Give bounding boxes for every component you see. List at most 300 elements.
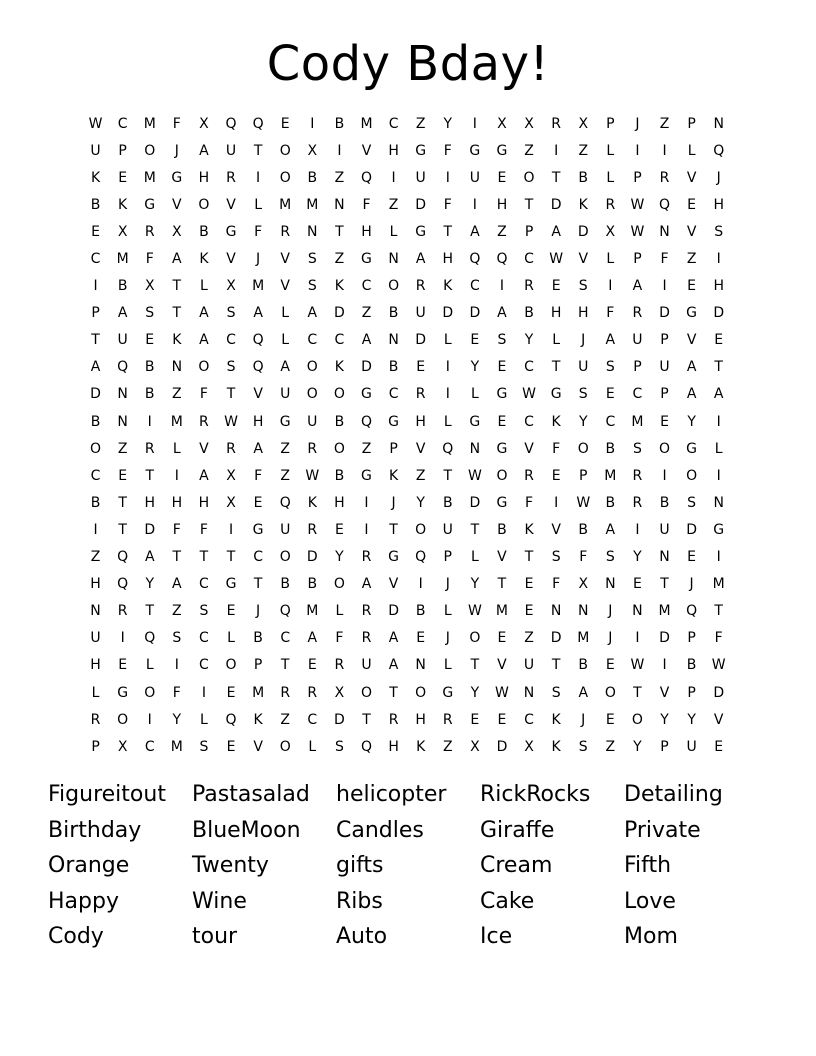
- grid-letter: L: [470, 549, 479, 566]
- grid-letter: S: [605, 359, 615, 376]
- grid-letter: J: [635, 115, 640, 132]
- grid-letter: R: [632, 494, 643, 511]
- word-list-item: Twenty: [192, 853, 269, 878]
- grid-letter: Q: [225, 115, 237, 132]
- grid-letter: R: [199, 413, 209, 430]
- grid-letter: W: [630, 223, 645, 240]
- grid-letter: I: [554, 142, 559, 159]
- grid-letter: Z: [659, 115, 670, 132]
- grid-letter: V: [551, 521, 561, 538]
- grid-letter: J: [256, 251, 261, 268]
- grid-letter: V: [199, 440, 209, 457]
- grid-letter: T: [335, 223, 344, 240]
- grid-letter: R: [415, 386, 426, 403]
- grid-letter: J: [689, 576, 694, 593]
- grid-letter: I: [364, 521, 369, 538]
- grid-letter: A: [470, 223, 480, 240]
- grid-letter: C: [199, 630, 209, 647]
- grid-letter: W: [305, 467, 320, 484]
- grid-letter: V: [226, 251, 236, 268]
- grid-letter: W: [495, 684, 509, 701]
- grid-letter: E: [416, 630, 426, 647]
- grid-letter: Z: [497, 223, 507, 240]
- grid-letter: Z: [361, 440, 372, 457]
- grid-letter: X: [578, 115, 589, 132]
- grid-letter: H: [144, 494, 155, 511]
- grid-letter: N: [713, 115, 724, 132]
- grid-letter: G: [415, 223, 427, 240]
- grid-letter: V: [172, 196, 182, 213]
- grid-letter: D: [334, 711, 345, 728]
- grid-letter: O: [523, 169, 535, 186]
- grid-letter: C: [388, 386, 399, 403]
- grid-letter: Y: [416, 494, 425, 511]
- grid-letter: R: [632, 467, 643, 484]
- grid-letter: O: [496, 467, 508, 484]
- grid-letter: R: [307, 440, 318, 457]
- grid-letter: X: [117, 738, 128, 755]
- grid-letter: Q: [442, 440, 454, 457]
- grid-letter: H: [577, 305, 589, 322]
- grid-letter: H: [334, 494, 345, 511]
- grid-letter: G: [361, 251, 372, 268]
- grid-letter: T: [172, 278, 182, 295]
- word-list-item: Happy: [48, 888, 119, 914]
- grid-letter: K: [307, 494, 317, 511]
- grid-letter: F: [172, 684, 181, 701]
- grid-letter: E: [497, 630, 507, 647]
- grid-letter: M: [279, 196, 292, 213]
- grid-letter: T: [714, 603, 723, 620]
- grid-letter: A: [686, 386, 697, 403]
- grid-letter: Y: [524, 332, 534, 349]
- grid-letter: K: [551, 738, 561, 755]
- grid-letter: E: [687, 549, 697, 566]
- grid-letter: C: [307, 711, 318, 728]
- grid-letter: B: [605, 494, 616, 511]
- grid-letter: O: [388, 278, 400, 295]
- grid-letter: T: [362, 711, 371, 728]
- grid-letter: S: [307, 278, 317, 295]
- word-list-item: helicopter: [336, 782, 447, 807]
- word-list-item: Mom: [624, 924, 678, 949]
- grid-letter: D: [550, 196, 562, 213]
- grid-letter: F: [552, 576, 561, 593]
- grid-letter: L: [470, 386, 479, 403]
- grid-row: [82, 435, 732, 462]
- word-list-item: Pastasalad: [192, 782, 310, 807]
- grid-letter: H: [415, 711, 426, 728]
- grid-letter: G: [713, 521, 725, 538]
- grid-letter: Q: [496, 251, 508, 268]
- word-list-item: tour: [192, 924, 238, 949]
- grid-letter: N: [550, 603, 562, 620]
- grid-letter: L: [714, 440, 723, 457]
- grid-letter: L: [281, 332, 290, 349]
- word-list: [48, 780, 768, 958]
- grid-letter: B: [307, 169, 318, 186]
- grid-letter: J: [445, 630, 450, 647]
- grid-letter: Y: [470, 684, 480, 701]
- grid-letter: Z: [334, 251, 345, 268]
- grid-letter: L: [145, 657, 154, 674]
- grid-letter: D: [713, 305, 725, 322]
- grid-letter: V: [415, 440, 426, 457]
- grid-letter: T: [145, 467, 155, 484]
- grid-letter: U: [90, 142, 101, 159]
- word-list-item: BlueMoon: [192, 817, 301, 843]
- grid-letter: A: [199, 305, 209, 322]
- grid-letter: R: [632, 305, 643, 322]
- grid-letter: Z: [442, 738, 453, 755]
- grid-letter: T: [524, 549, 534, 566]
- grid-letter: A: [199, 332, 209, 349]
- grid-letter: T: [443, 467, 453, 484]
- grid-letter: Y: [145, 576, 155, 593]
- grid-letter: O: [198, 359, 210, 376]
- grid-letter: N: [307, 223, 318, 240]
- grid-letter: T: [389, 521, 398, 538]
- grid-letter: O: [360, 684, 372, 701]
- grid-letter: R: [361, 630, 372, 647]
- grid-letter: C: [90, 467, 101, 484]
- grid-letter: R: [551, 115, 561, 132]
- grid-letter: U: [578, 359, 589, 376]
- grid-row: [82, 354, 732, 381]
- grid-letter: Y: [660, 711, 669, 728]
- grid-letter: L: [172, 440, 181, 457]
- grid-letter: P: [660, 332, 669, 349]
- grid-letter: X: [524, 738, 534, 755]
- grid-letter: I: [716, 251, 721, 268]
- grid-letter: R: [307, 684, 318, 701]
- grid-letter: X: [307, 142, 318, 159]
- grid-letter: T: [389, 684, 398, 701]
- grid-letter: G: [415, 142, 427, 159]
- grid-letter: M: [252, 278, 265, 295]
- grid-letter: N: [117, 413, 128, 430]
- grid-letter: V: [578, 251, 589, 268]
- grid-letter: L: [443, 657, 452, 674]
- grid-letter: L: [91, 684, 100, 701]
- grid-letter: C: [469, 278, 480, 295]
- grid-letter: F: [145, 251, 154, 268]
- grid-letter: O: [90, 440, 102, 457]
- grid-letter: O: [415, 521, 427, 538]
- grid-letter: U: [415, 169, 426, 186]
- grid-letter: U: [117, 332, 128, 349]
- grid-letter: T: [226, 549, 236, 566]
- grid-letter: A: [415, 251, 426, 268]
- grid-row: [82, 652, 732, 679]
- grid-letter: T: [199, 549, 209, 566]
- grid-letter: I: [716, 467, 721, 484]
- grid-letter: G: [225, 576, 237, 593]
- grid-row: [82, 733, 732, 760]
- grid-letter: A: [280, 359, 290, 376]
- grid-letter: R: [388, 711, 399, 728]
- grid-letter: Q: [279, 494, 291, 511]
- grid-row: [82, 706, 732, 733]
- grid-letter: H: [198, 494, 210, 511]
- grid-letter: H: [550, 305, 562, 322]
- grid-letter: V: [686, 223, 697, 240]
- grid-letter: M: [360, 115, 373, 132]
- grid-row: [82, 245, 732, 272]
- grid-letter: G: [496, 440, 508, 457]
- grid-letter: F: [552, 440, 561, 457]
- grid-letter: F: [199, 386, 208, 403]
- grid-letter: Q: [713, 142, 725, 159]
- grid-letter: A: [605, 521, 616, 538]
- grid-letter: F: [335, 630, 344, 647]
- grid-letter: L: [606, 251, 615, 268]
- grid-letter: V: [686, 169, 697, 186]
- grid-letter: O: [306, 359, 318, 376]
- grid-letter: L: [389, 223, 398, 240]
- grid-letter: K: [90, 169, 101, 186]
- grid-letter: L: [606, 169, 615, 186]
- grid-letter: M: [170, 413, 183, 430]
- grid-letter: F: [172, 521, 181, 538]
- grid-letter: C: [226, 332, 236, 349]
- grid-letter: O: [279, 738, 291, 755]
- grid-letter: N: [415, 657, 426, 674]
- grid-letter: N: [659, 223, 670, 240]
- grid-letter: Y: [687, 413, 696, 430]
- grid-letter: G: [361, 467, 372, 484]
- grid-letter: L: [443, 413, 452, 430]
- grid-row: [82, 408, 732, 435]
- grid-letter: Y: [578, 413, 588, 430]
- grid-letter: U: [469, 169, 480, 186]
- grid-letter: A: [578, 684, 589, 701]
- grid-letter: U: [361, 657, 372, 674]
- grid-letter: L: [308, 738, 317, 755]
- grid-letter: O: [279, 142, 291, 159]
- grid-letter: S: [578, 278, 588, 295]
- grid-letter: E: [226, 603, 236, 620]
- grid-letter: A: [253, 305, 263, 322]
- grid-letter: V: [253, 386, 263, 403]
- grid-letter: R: [361, 549, 372, 566]
- grid-letter: H: [713, 278, 724, 295]
- grid-letter: M: [143, 169, 156, 186]
- grid-letter: G: [469, 413, 481, 430]
- grid-letter: G: [388, 413, 399, 430]
- grid-letter: B: [497, 521, 507, 538]
- grid-letter: B: [524, 305, 534, 322]
- grid-letter: U: [686, 738, 697, 755]
- grid-letter: G: [361, 386, 372, 403]
- grid-letter: A: [497, 305, 507, 322]
- grid-row: [82, 462, 732, 489]
- grid-letter: G: [496, 386, 508, 403]
- grid-letter: Q: [360, 169, 372, 186]
- grid-letter: C: [199, 657, 209, 674]
- grid-letter: E: [416, 359, 426, 376]
- grid-letter: D: [415, 196, 427, 213]
- word-list-item: Birthday: [48, 817, 142, 843]
- grid-letter: A: [144, 549, 155, 566]
- grid-letter: D: [550, 630, 562, 647]
- grid-letter: L: [227, 630, 235, 647]
- grid-letter: K: [388, 467, 399, 484]
- grid-row: [82, 164, 732, 191]
- grid-letter: P: [253, 657, 263, 674]
- grid-letter: I: [201, 684, 206, 701]
- grid-letter: M: [495, 603, 508, 620]
- word-list-item: Detailing: [624, 782, 723, 807]
- grid-letter: K: [551, 711, 561, 728]
- grid-letter: Z: [388, 196, 399, 213]
- grid-letter: M: [306, 603, 319, 620]
- grid-letter: H: [171, 494, 183, 511]
- grid-letter: P: [660, 738, 669, 755]
- grid-letter: Q: [225, 711, 237, 728]
- grid-letter: L: [687, 142, 696, 159]
- grid-letter: T: [118, 494, 127, 511]
- grid-letter: Z: [578, 142, 589, 159]
- grid-letter: U: [280, 386, 291, 403]
- grid-letter: F: [172, 115, 181, 132]
- grid-letter: X: [226, 467, 236, 484]
- grid-letter: G: [171, 169, 183, 186]
- grid-letter: R: [442, 711, 453, 728]
- grid-letter: T: [551, 169, 561, 186]
- grid-letter: I: [391, 169, 396, 186]
- grid-letter: R: [334, 657, 345, 674]
- grid-letter: M: [658, 603, 671, 620]
- grid-row: [82, 679, 732, 706]
- grid-letter: N: [90, 603, 101, 620]
- grid-letter: C: [280, 630, 291, 647]
- grid-letter: I: [608, 278, 613, 295]
- grid-letter: T: [470, 657, 480, 674]
- grid-letter: N: [605, 576, 616, 593]
- grid-letter: B: [117, 278, 128, 295]
- grid-letter: X: [524, 115, 534, 132]
- grid-letter: I: [256, 169, 261, 186]
- grid-letter: A: [686, 359, 697, 376]
- grid-letter: Y: [172, 711, 182, 728]
- grid-letter: L: [443, 332, 452, 349]
- grid-letter: E: [118, 657, 128, 674]
- grid-letter: J: [256, 603, 261, 620]
- grid-letter: M: [631, 413, 644, 430]
- grid-letter: C: [632, 386, 643, 403]
- grid-letter: X: [199, 115, 209, 132]
- grid-letter: D: [306, 549, 318, 566]
- grid-letter: N: [523, 684, 535, 701]
- grid-letter: S: [199, 738, 209, 755]
- grid-letter: F: [443, 196, 452, 213]
- grid-letter: K: [443, 278, 453, 295]
- grid-letter: C: [361, 278, 372, 295]
- grid-letter: D: [415, 332, 427, 349]
- grid-letter: T: [253, 142, 263, 159]
- grid-letter: S: [551, 684, 561, 701]
- grid-letter: T: [118, 521, 127, 538]
- grid-row: [82, 218, 732, 245]
- grid-letter: P: [579, 467, 588, 484]
- grid-letter: K: [172, 332, 182, 349]
- grid-letter: V: [497, 549, 507, 566]
- grid-letter: S: [578, 738, 588, 755]
- grid-letter: B: [334, 115, 345, 132]
- grid-letter: D: [90, 386, 101, 403]
- grid-letter: I: [662, 467, 667, 484]
- grid-letter: T: [497, 576, 507, 593]
- grid-letter: Y: [443, 115, 453, 132]
- grid-letter: Q: [360, 738, 372, 755]
- grid-letter: Y: [470, 359, 480, 376]
- grid-letter: W: [224, 413, 238, 430]
- grid-letter: R: [144, 223, 155, 240]
- grid-letter: U: [523, 657, 535, 674]
- grid-letter: Z: [280, 711, 290, 728]
- grid-letter: K: [578, 196, 588, 213]
- grid-letter: A: [117, 305, 128, 322]
- grid-letter: F: [362, 196, 371, 213]
- grid-letter: I: [418, 576, 423, 593]
- grid-letter: J: [391, 494, 396, 511]
- grid-letter: V: [713, 711, 724, 728]
- grid-letter: U: [632, 332, 643, 349]
- word-list-item: Fifth: [624, 853, 672, 878]
- grid-letter: S: [226, 359, 236, 376]
- grid-letter: R: [90, 711, 101, 728]
- grid-letter: D: [659, 305, 670, 322]
- grid-letter: F: [525, 494, 534, 511]
- grid-letter: C: [117, 115, 128, 132]
- grid-letter: P: [687, 630, 696, 647]
- grid-letter: S: [226, 305, 236, 322]
- grid-letter: N: [713, 494, 724, 511]
- grid-letter: N: [659, 549, 670, 566]
- grid-letter: Q: [117, 359, 129, 376]
- grid-letter: B: [578, 657, 589, 674]
- grid-letter: G: [225, 223, 237, 240]
- grid-letter: E: [714, 738, 724, 755]
- grid-letter: I: [716, 549, 721, 566]
- word-list-item: Orange: [48, 853, 130, 878]
- grid-letter: U: [659, 521, 670, 538]
- grid-letter: K: [199, 251, 209, 268]
- grid-letter: B: [578, 521, 589, 538]
- grid-letter: M: [252, 684, 265, 701]
- grid-letter: Y: [687, 711, 696, 728]
- grid-letter: E: [307, 657, 317, 674]
- grid-letter: Z: [524, 630, 534, 647]
- grid-letter: Q: [686, 603, 698, 620]
- grid-letter: E: [687, 196, 697, 213]
- grid-letter: Q: [252, 332, 264, 349]
- grid-letter: I: [662, 657, 667, 674]
- word-list-item: Candles: [336, 817, 424, 843]
- grid-letter: H: [90, 657, 101, 674]
- grid-letter: I: [554, 494, 559, 511]
- grid-letter: A: [713, 386, 724, 403]
- grid-letter: V: [659, 684, 670, 701]
- grid-letter: F: [606, 305, 615, 322]
- grid-letter: C: [90, 251, 101, 268]
- grid-letter: T: [633, 684, 642, 701]
- grid-letter: Q: [252, 359, 264, 376]
- grid-letter: Z: [605, 738, 616, 755]
- grid-letter: H: [388, 142, 399, 159]
- grid-letter: M: [143, 115, 156, 132]
